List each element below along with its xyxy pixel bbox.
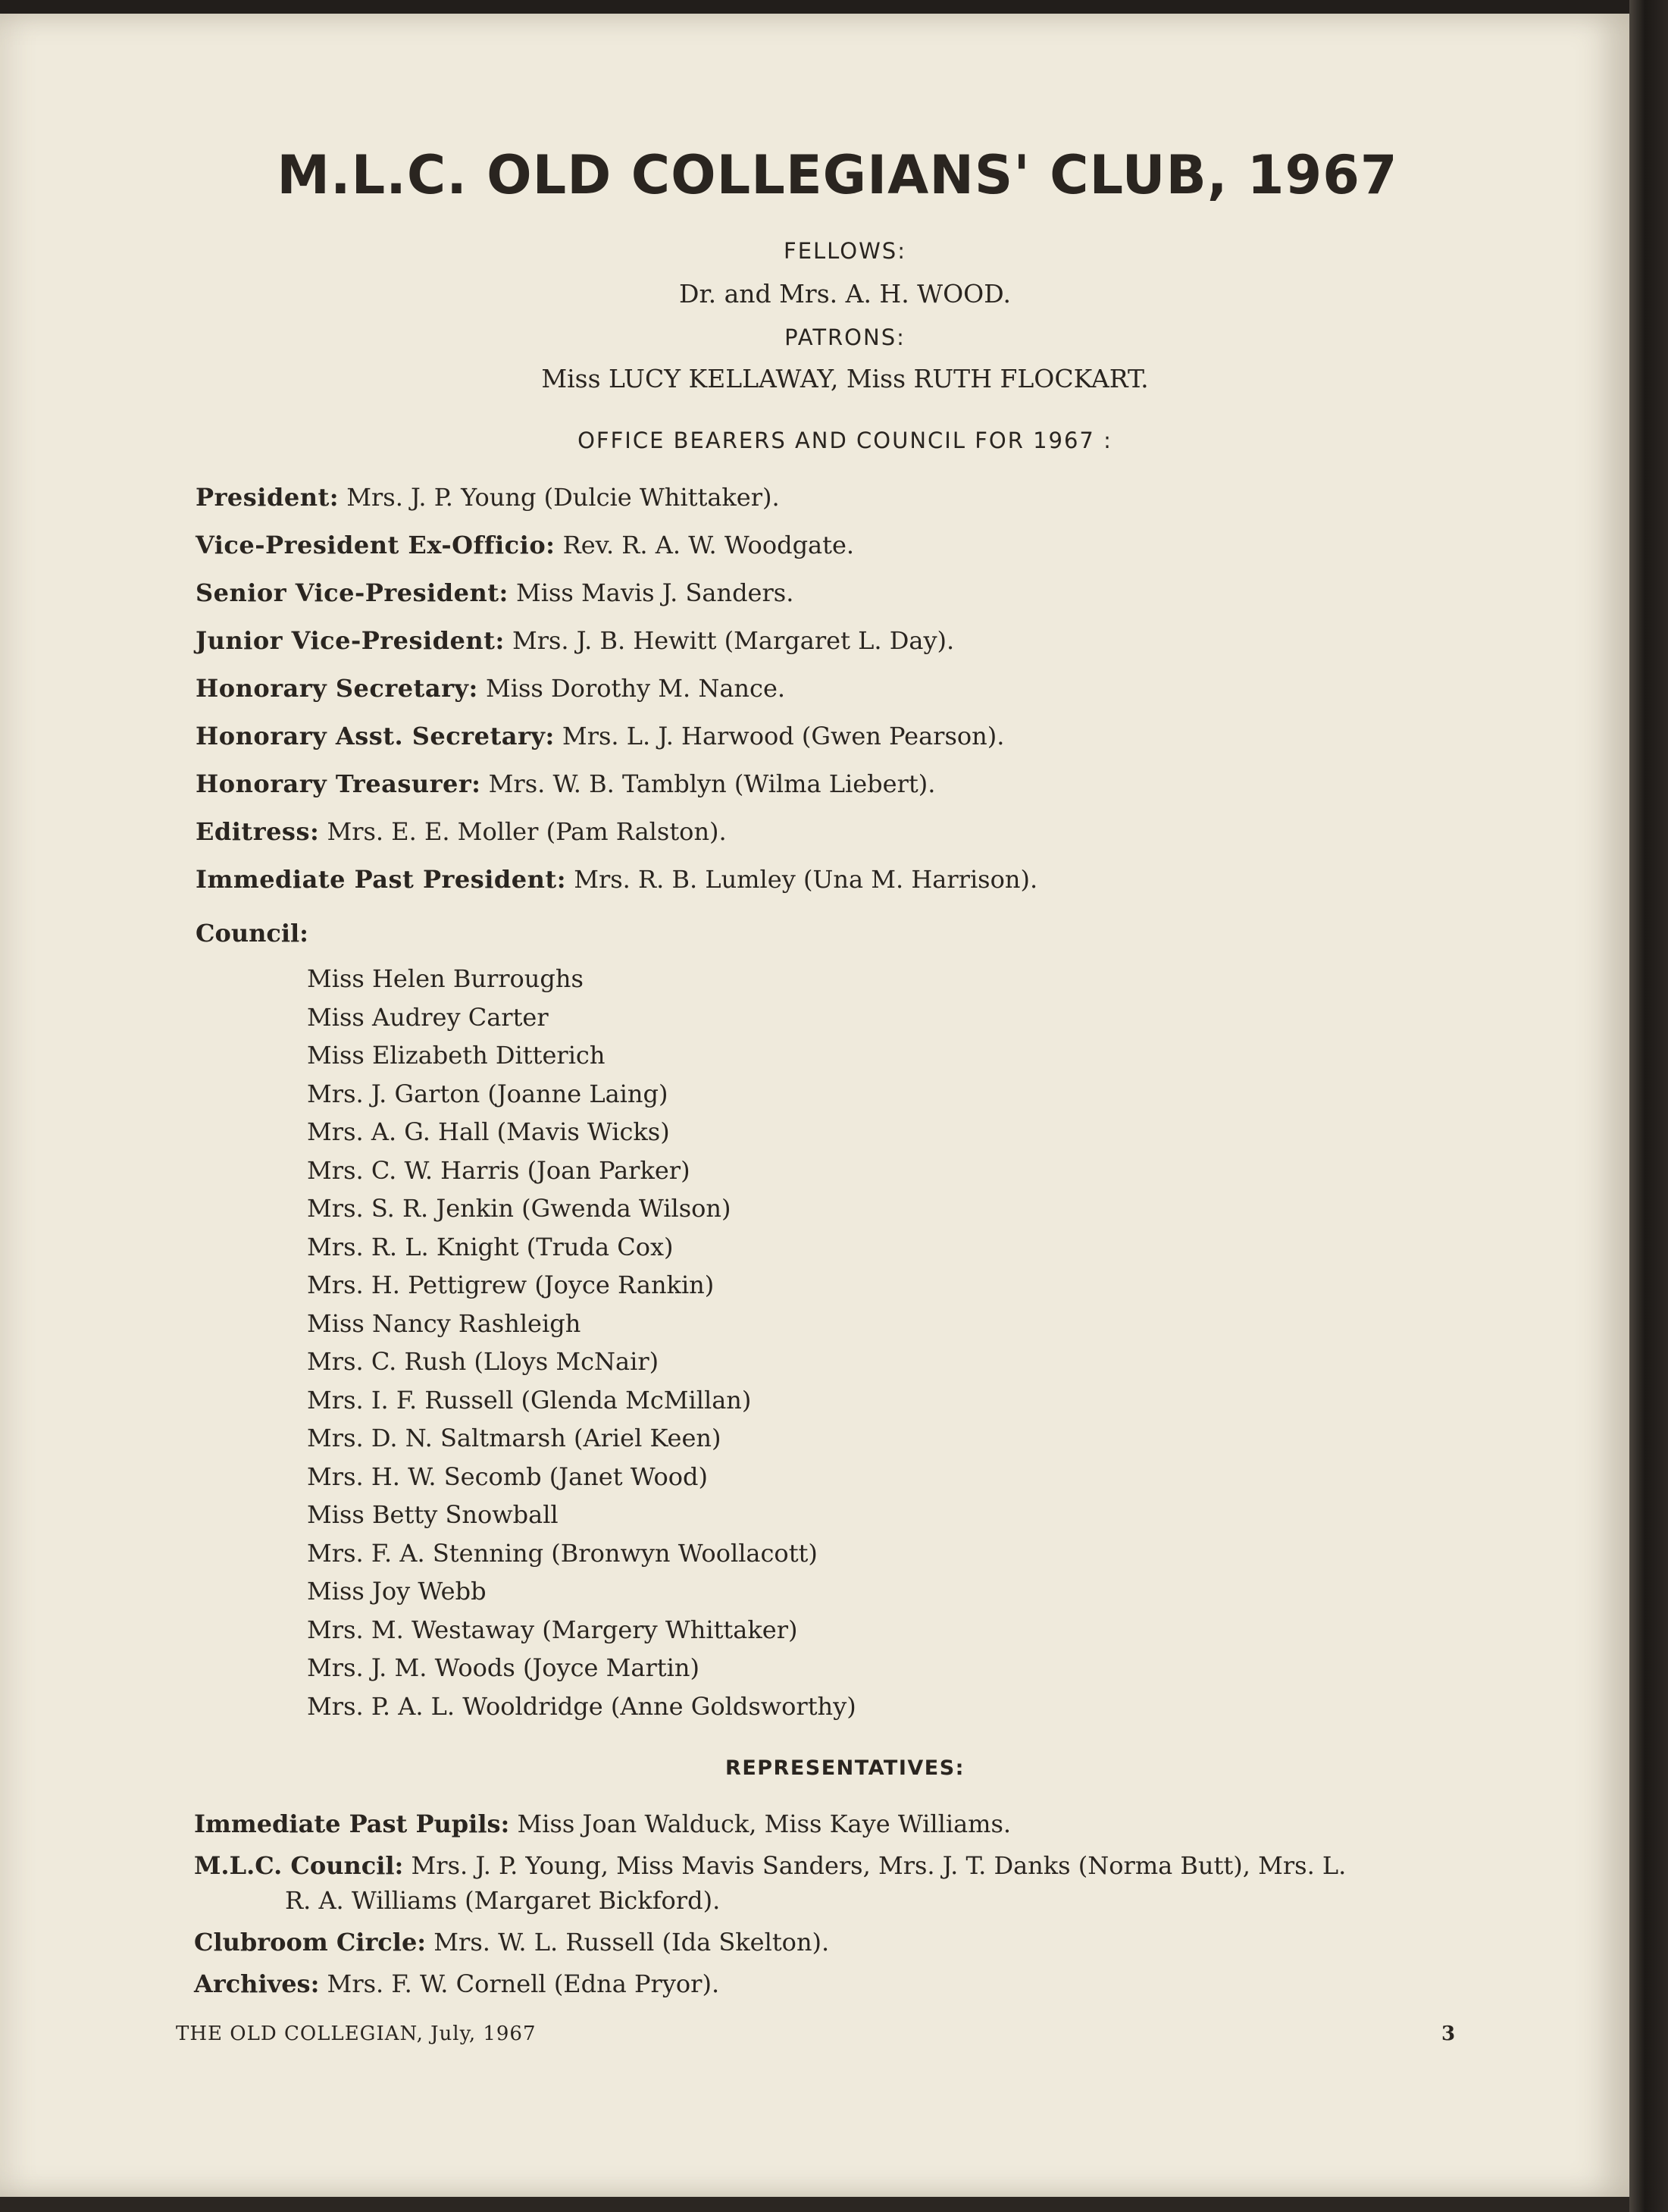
office-holder: Mrs. J. P. Young (Dulcie Whittaker).	[346, 483, 780, 512]
representative-item	[194, 1848, 1452, 1918]
office-role: Honorary Secretary:	[196, 674, 478, 703]
office-holder: Mrs. W. B. Tamblyn (Wilma Liebert).	[488, 769, 936, 798]
patrons-names: Miss LUCY KELLAWAY, Miss RUTH FLOCKART.	[541, 364, 1149, 393]
council-member: Mrs. D. N. Saltmarsh (Ariel Keen)	[307, 1424, 721, 1452]
representative-label: Immediate Past Pupils:	[194, 1809, 510, 1838]
page-number: 3	[1441, 2022, 1456, 2045]
office-holder: Mrs. E. E. Moller (Pam Ralston).	[327, 817, 727, 846]
council-member: Mrs. A. G. Hall (Mavis Wicks)	[307, 1117, 670, 1146]
office-row	[196, 522, 1037, 569]
representative-text-continued: R. A. Williams (Margaret Bickford).	[285, 1886, 721, 1915]
office-holder: Mrs. L. J. Harwood (Gwen Pearson).	[562, 722, 1005, 750]
council-member: Miss Audrey Carter	[307, 1002, 549, 1032]
council-member: Mrs. F. A. Stenning (Bronwyn Woollacott)	[307, 1538, 818, 1568]
representative-item	[194, 1806, 1452, 1841]
office-role: Editress:	[196, 817, 320, 846]
council-member: Mrs. C. Rush (Lloys McNair)	[307, 1347, 659, 1376]
office-role: Immediate Past President:	[196, 865, 567, 894]
representative-text: Mrs. W. L. Russell (Ida Skelton).	[433, 1928, 830, 1957]
office-role: Honorary Treasurer:	[196, 769, 481, 798]
representative-text: Mrs. F. W. Cornell (Edna Pryor).	[327, 1969, 720, 1998]
office-role: President:	[196, 483, 340, 512]
council-member: Mrs. J. M. Woods (Joyce Martin)	[307, 1653, 699, 1682]
council-member: Miss Helen Burroughs	[307, 964, 584, 993]
council-member: Mrs. H. W. Secomb (Janet Wood)	[307, 1462, 708, 1491]
council-member: Mrs. I. F. Russell (Glenda McMillan)	[307, 1385, 752, 1415]
office-role: Junior Vice-President:	[196, 626, 505, 655]
office-row	[196, 808, 1037, 856]
office-row	[196, 569, 1037, 617]
top-shadow	[0, 0, 1668, 14]
office-holder: Miss Mavis J. Sanders.	[516, 578, 794, 607]
council-member: Mrs. R. L. Knight (Truda Cox)	[307, 1232, 674, 1261]
office-bearers-list	[196, 474, 1037, 904]
council-member: Miss Joy Webb	[307, 1577, 487, 1606]
office-row	[196, 617, 1037, 665]
council-member: Mrs. S. R. Jenkin (Gwenda Wilson)	[307, 1194, 731, 1223]
fellows-names: Dr. and Mrs. A. H. WOOD.	[679, 279, 1011, 309]
office-row	[196, 856, 1037, 904]
council-member: Mrs. J. Garton (Joanne Laing)	[307, 1079, 668, 1108]
fellows-heading: FELLOWS:	[784, 238, 906, 264]
office-row	[196, 474, 1037, 522]
representative-label: Archives:	[194, 1969, 320, 1998]
council-members-list	[307, 960, 856, 1725]
patrons-heading: PATRONS:	[784, 324, 906, 350]
representative-item	[194, 1925, 1452, 1960]
office-holder: Mrs. J. B. Hewitt (Margaret L. Day).	[512, 626, 955, 655]
representative-text: Miss Joan Walduck, Miss Kaye Williams.	[517, 1809, 1012, 1838]
office-holder: Mrs. R. B. Lumley (Una M. Harrison).	[574, 865, 1038, 894]
office-row	[196, 713, 1037, 760]
office-holder: Rev. R. A. W. Woodgate.	[562, 531, 855, 559]
book-spine-edge	[1629, 0, 1668, 2212]
office-role: Senior Vice-President:	[196, 578, 509, 607]
office-holder: Miss Dorothy M. Nance.	[486, 674, 786, 703]
council-member: Mrs. C. W. Harris (Joan Parker)	[307, 1155, 690, 1185]
council-member: Miss Elizabeth Ditterich	[307, 1041, 606, 1070]
representative-label: Clubroom Circle:	[194, 1928, 427, 1957]
representative-text: Mrs. J. P. Young, Miss Mavis Sanders, Mrs. J. T. Danks (Norma Butt), Mrs. L.	[411, 1851, 1347, 1880]
representatives-heading: REPRESENTATIVES:	[725, 1756, 965, 1780]
office-row	[196, 760, 1037, 808]
representatives-list	[194, 1806, 1452, 2008]
office-role: Honorary Asst. Secretary:	[196, 722, 555, 750]
council-label: Council:	[196, 919, 308, 948]
office-bearers-heading: OFFICE BEARERS AND COUNCIL FOR 1967 :	[577, 428, 1113, 453]
council-member: Miss Nancy Rashleigh	[307, 1308, 581, 1338]
footer-publication: THE OLD COLLEGIAN, July, 1967	[176, 2022, 537, 2045]
council-member: Mrs. M. Westaway (Margery Whittaker)	[307, 1615, 798, 1644]
representative-label: M.L.C. Council:	[194, 1851, 404, 1880]
office-role: Vice-President Ex-Officio:	[196, 531, 555, 559]
page-title: M.L.C. OLD COLLEGIANS' CLUB, 1967	[277, 144, 1398, 206]
council-member: Mrs. H. Pettigrew (Joyce Rankin)	[307, 1270, 715, 1299]
representative-item	[194, 1966, 1452, 2001]
council-member: Miss Betty Snowball	[307, 1500, 559, 1529]
office-row	[196, 665, 1037, 713]
council-member: Mrs. P. A. L. Wooldridge (Anne Goldsworthy)	[307, 1691, 856, 1721]
